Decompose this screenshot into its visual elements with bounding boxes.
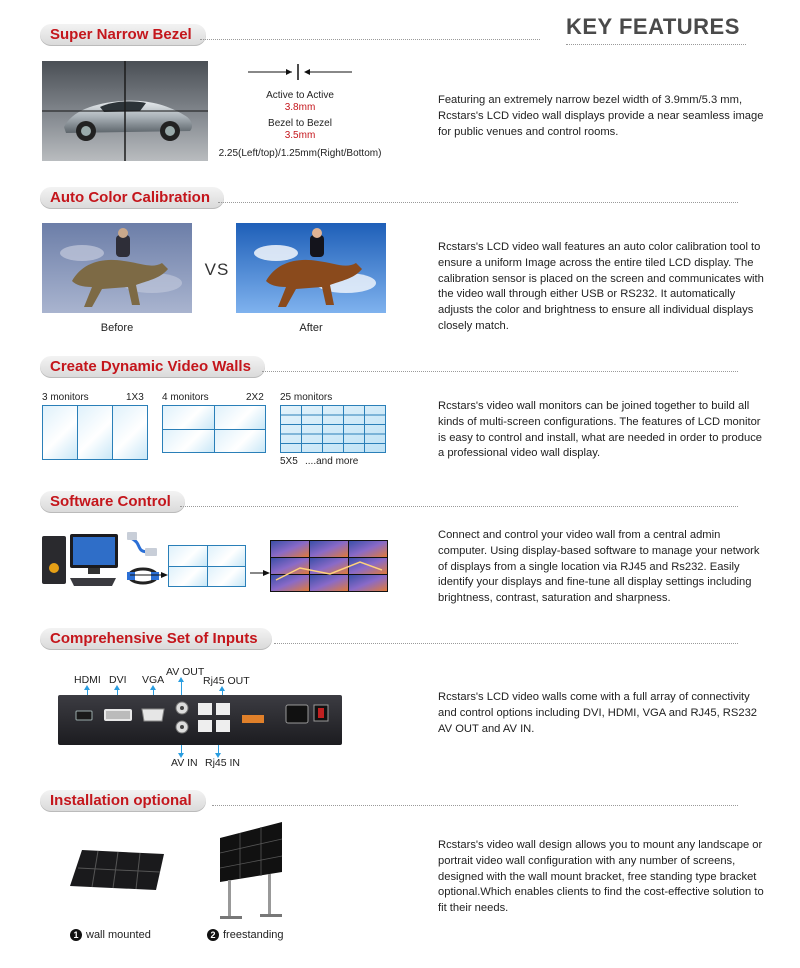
section-heading: Installation optional [40, 790, 206, 812]
vga-label: VGA [142, 674, 165, 686]
flow-arrow-2 [250, 564, 270, 572]
section-heading: Auto Color Calibration [40, 187, 224, 209]
option2-badge: 2 [207, 929, 219, 941]
dvi-label: DVI [109, 674, 127, 686]
heading-rule [212, 805, 738, 806]
wall-mount-bracket-image [68, 848, 168, 892]
section-heading: Create Dynamic Video Walls [40, 356, 265, 378]
page-title: KEY FEATURES [566, 14, 740, 39]
color-description: Rcstars's LCD video wall features an auto color calibration tool to ensure a uniform Image across the entire tiled LCD display. The calibration sensor is placed on the screen and communicates with the video wall through either USB or RS232. It automatically adjusts the color and brightness to ensure all individual displays closely match. [438, 241, 764, 332]
hdmi-label: HDMI [74, 674, 101, 686]
computer-icon [40, 530, 120, 590]
section-header-color [40, 187, 792, 209]
bezel-detail: 2.25(Left/top)/1.25mm(Right/Bottom) [218, 148, 382, 159]
cable-icon [125, 530, 161, 592]
config-5x5-diagram [280, 405, 386, 453]
heading-rule [274, 643, 738, 644]
config3-more: ....and more [305, 456, 359, 467]
section-header-bezel [40, 24, 792, 46]
section-header-inputs [40, 628, 792, 650]
freestanding-bracket-image [218, 820, 284, 922]
section-heading: Comprehensive Set of Inputs [40, 628, 272, 650]
bezel-arrows [248, 64, 352, 80]
connector-panel [58, 695, 342, 745]
config3-size: 5X5 [280, 456, 298, 467]
option1-badge: 1 [70, 929, 82, 941]
vs-label: VS [204, 260, 230, 279]
before-label: Before [100, 322, 134, 334]
config-2x2-diagram [162, 405, 266, 453]
video-wall-photo [270, 540, 388, 592]
config2-size: 2X2 [246, 392, 264, 403]
av-out-arrow [181, 681, 182, 695]
heading-rule [262, 371, 738, 372]
option2-label: freestanding [223, 929, 284, 941]
section-header-software [40, 491, 792, 513]
av-in-arrow [181, 745, 182, 754]
horse-after-image [236, 223, 386, 313]
active-value: 3.8mm [284, 102, 316, 113]
heading-rule [218, 202, 738, 203]
rj45-in-label: Rj45 IN [205, 757, 241, 769]
rj45-in-arrow [218, 745, 219, 754]
section-heading: Super Narrow Bezel [40, 24, 206, 46]
bezel-car-image [42, 61, 208, 161]
option1-label: wall mounted [86, 929, 151, 941]
heading-rule [200, 39, 540, 40]
flow-arrow-1 [130, 566, 168, 574]
bezel-description: Featuring an extremely narrow bezel width of 3.9mm/5.3 mm, Rcstars's LCD video wall displays provide a near seamless image for public venues and control rooms. [438, 94, 764, 138]
config3-label: 25 monitors [280, 392, 333, 403]
section-header-walls [40, 356, 792, 378]
config1-size: 1X3 [126, 392, 144, 403]
after-label: After [299, 322, 323, 334]
config2-label: 4 monitors [162, 392, 209, 403]
active-label: Active to Active [266, 90, 334, 101]
av-in-label: AV IN [171, 757, 198, 769]
section-header-install [40, 790, 792, 812]
software-description: Connect and control your video wall from a central admin computer. Using display-based software to manage your network of displays from a single location via RJ45 and Rs232. Easily identify your displays and fine-tune all display settings including brightness, contrast, saturation and sharpness. [438, 529, 760, 605]
config-1x3-diagram [42, 405, 148, 460]
horse-before-image [42, 223, 192, 313]
config1-label: 3 monitors [42, 392, 89, 403]
heading-rule [180, 506, 738, 507]
av-out-label: AV OUT [166, 666, 205, 678]
rj45-out-label: Rj45 OUT [203, 675, 250, 687]
wall-2x2-diagram [168, 545, 246, 587]
walls-description: Rcstars's video wall monitors can be joined together to build all kinds of multi-screen configurations. The features of LCD monitor is easy to control and install, what are needed in order to produce a professional video wall display. [438, 400, 763, 460]
bezel-label: Bezel to Bezel [268, 118, 332, 129]
install-description: Rcstars's video wall design allows you to mount any landscape or portrait video wall configuration with any number of screens, designed with the wall mount bracket, free standing type bracket optional.Which enables clients to find the cost-effective solution to fit their needs. [438, 839, 764, 915]
section-heading: Software Control [40, 491, 185, 513]
inputs-description: Rcstars's LCD video walls come with a full array of connectivity and control options including DVI, HDMI, VGA and RJ45, RS232 AV OUT and AV IN. [438, 691, 758, 735]
bezel-value: 3.5mm [284, 130, 316, 141]
